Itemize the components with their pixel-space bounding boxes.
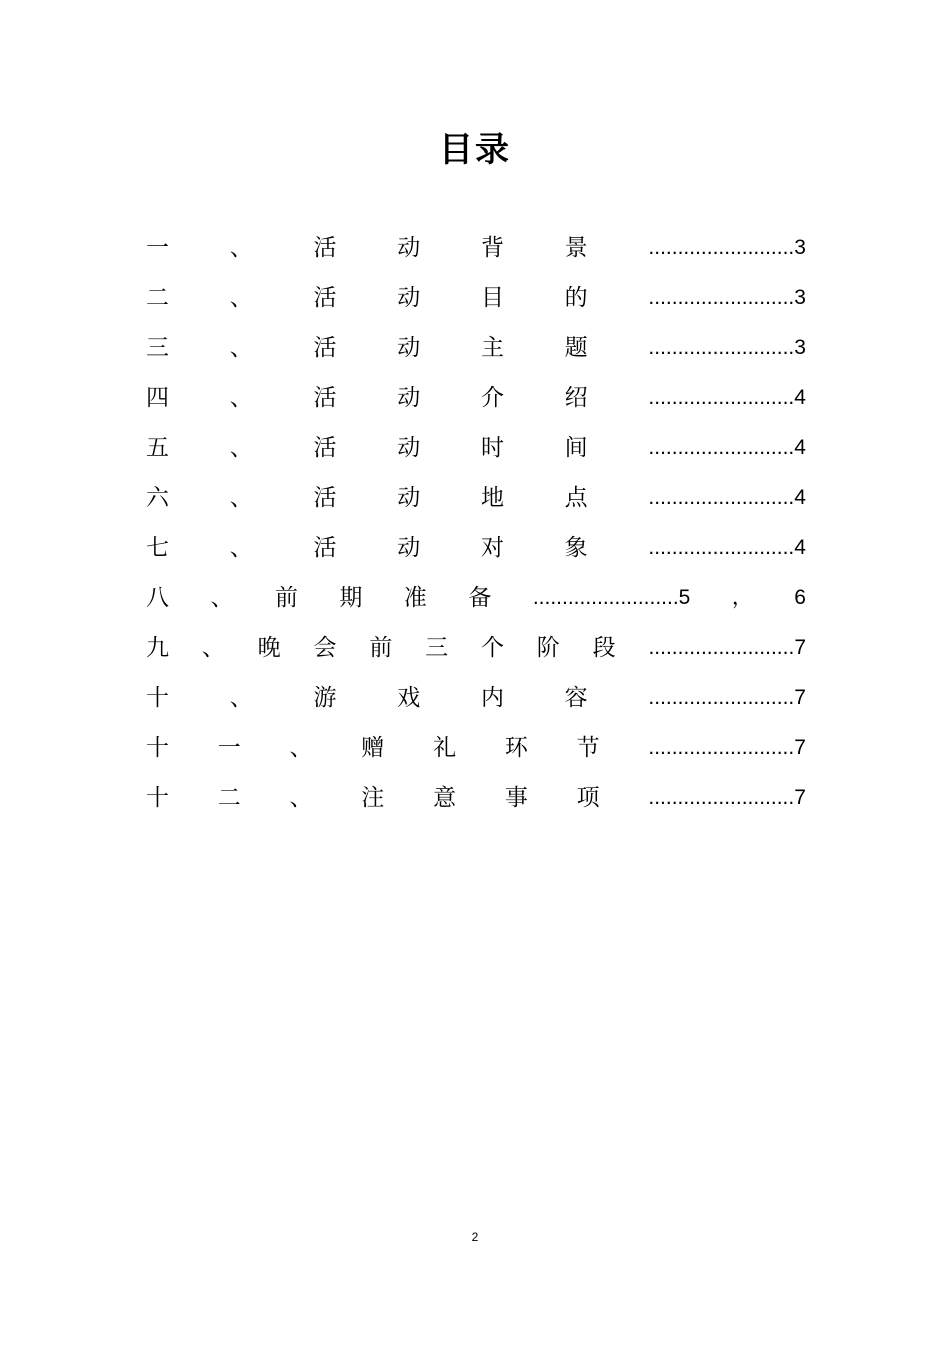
toc-text: 项: [576, 785, 600, 811]
toc-text: 九: [146, 635, 169, 661]
toc-text: 五: [146, 435, 169, 461]
toc-text: 目: [480, 285, 504, 311]
toc-entry[interactable]: [146, 623, 806, 673]
toc-text: 动: [397, 485, 421, 511]
toc-text: 、: [210, 585, 234, 611]
toc-entry[interactable]: [146, 523, 806, 573]
toc-text: 、: [289, 785, 313, 811]
toc-text: 七: [146, 535, 169, 561]
toc-text: 十: [146, 785, 169, 811]
toc-text: 象: [564, 535, 588, 561]
toc-text: 点: [564, 485, 588, 511]
page-title: 目录: [439, 130, 511, 170]
toc-entry[interactable]: [146, 773, 806, 823]
toc-text: 晚: [257, 635, 281, 661]
toc-text: 阶: [536, 635, 560, 661]
toc-entry[interactable]: [146, 223, 806, 273]
toc-entry[interactable]: [146, 323, 806, 373]
toc-text: 、: [229, 435, 253, 461]
toc-text: 、: [201, 635, 225, 661]
toc-text: 四: [146, 385, 169, 411]
toc-text: 、: [229, 285, 253, 311]
toc-text: 、: [229, 235, 253, 261]
toc-text: 动: [397, 385, 421, 411]
toc-text: 节: [576, 735, 600, 761]
toc-leader-page: .........................7: [648, 736, 806, 759]
toc-leader-page: .........................4: [648, 386, 806, 409]
toc-text: 二: [217, 785, 241, 811]
toc-text: 动: [397, 235, 421, 261]
toc-text: 主: [480, 335, 504, 361]
toc-text: 一: [146, 235, 169, 261]
toc-text: 准: [403, 585, 427, 611]
toc-leader-page: .........................3: [648, 286, 806, 309]
toc-text: 环: [504, 735, 528, 761]
toc-text: 、: [229, 335, 253, 361]
toc-entry[interactable]: [146, 473, 806, 523]
toc-text: 、: [229, 485, 253, 511]
toc-text: 时: [480, 435, 504, 461]
toc-entry[interactable]: [146, 273, 806, 323]
toc-text: 十: [146, 735, 169, 761]
toc-text: 个: [480, 635, 504, 661]
toc-entry[interactable]: [146, 373, 806, 423]
toc-text: 事: [504, 785, 528, 811]
toc-text: 地: [480, 485, 504, 511]
toc-text: ，: [731, 586, 753, 609]
toc-text: 戏: [397, 685, 421, 711]
toc-text: 游: [313, 685, 337, 711]
toc-leader-page: .........................7: [648, 636, 806, 659]
toc-text: 八: [146, 585, 169, 611]
toc-leader-page: .........................4: [648, 486, 806, 509]
toc-text: 景: [564, 235, 588, 261]
toc-leader-page: .........................4: [648, 436, 806, 459]
toc-text: 活: [313, 485, 337, 511]
toc-text: 备: [468, 585, 492, 611]
toc-text: 段: [592, 635, 616, 661]
toc-leader-page: .........................5: [532, 586, 691, 609]
toc-text: 前: [369, 635, 393, 661]
toc-text: 意: [433, 785, 457, 811]
toc-text: 、: [229, 385, 253, 411]
toc-text: 注: [361, 785, 385, 811]
toc-leader-page: .........................4: [648, 536, 806, 559]
toc-text: 的: [564, 285, 588, 311]
toc-text: 容: [564, 685, 588, 711]
toc-leader-page: .........................7: [648, 686, 806, 709]
toc-text: 动: [397, 435, 421, 461]
toc-text: 绍: [564, 385, 588, 411]
toc-text: 期: [339, 585, 363, 611]
toc-text: 礼: [433, 735, 457, 761]
toc-text: 介: [480, 385, 504, 411]
toc-leader-page: .........................3: [648, 336, 806, 359]
toc-text: 前: [274, 585, 298, 611]
toc-page-number: 6: [794, 586, 806, 609]
toc-text: 动: [397, 335, 421, 361]
toc-leader-page: .........................7: [648, 786, 806, 809]
page-number: 2: [471, 1230, 479, 1244]
toc-text: 会: [313, 635, 337, 661]
toc-text: 题: [564, 335, 588, 361]
toc-text: 间: [564, 435, 588, 461]
toc-text: 六: [146, 485, 169, 511]
toc-text: 背: [480, 235, 504, 261]
toc-entry[interactable]: [146, 423, 806, 473]
toc-text: 、: [289, 735, 313, 761]
toc-text: 活: [313, 385, 337, 411]
toc-text: 、: [229, 685, 253, 711]
toc-text: 二: [146, 285, 169, 311]
toc-leader-page: .........................3: [648, 236, 806, 259]
toc-text: 赠: [361, 735, 385, 761]
toc-entry[interactable]: [146, 723, 806, 773]
toc-text: 对: [480, 535, 504, 561]
toc-entry[interactable]: [146, 573, 806, 623]
toc-text: 活: [313, 335, 337, 361]
toc-text: 活: [313, 435, 337, 461]
toc-text: 十: [146, 685, 169, 711]
toc-text: 活: [313, 535, 337, 561]
toc-text: 动: [397, 535, 421, 561]
toc-text: 内: [480, 685, 504, 711]
toc-entry[interactable]: [146, 673, 806, 723]
toc-text: 三: [425, 635, 449, 661]
toc-text: 一: [217, 735, 241, 761]
toc-text: 、: [229, 535, 253, 561]
toc-text: 活: [313, 285, 337, 311]
toc-text: 动: [397, 285, 421, 311]
toc-text: 三: [146, 335, 169, 361]
toc-text: 活: [313, 235, 337, 261]
